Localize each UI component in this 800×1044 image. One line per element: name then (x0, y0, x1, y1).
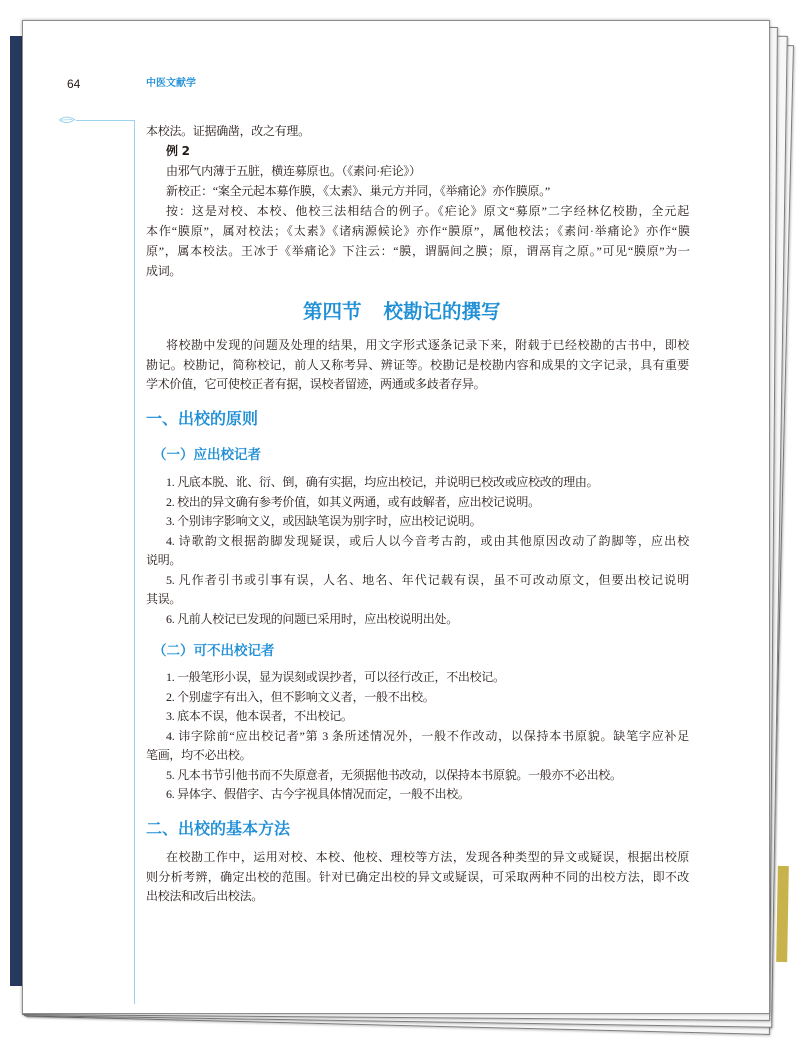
text-line: 1. 凡底本脱、讹、衍、倒，确有实据，均应出校记，并说明已校改或应校改的理由。 (166, 475, 599, 490)
list-item (146, 688, 689, 708)
methods-paragraph (146, 848, 689, 907)
list-item (146, 610, 689, 630)
text-line: 本校法。证据确凿，改之有理。 (146, 124, 310, 138)
text-line: 出校法和改后出校法。 (146, 889, 264, 904)
group-heading: （二）可不出校记者 (153, 643, 275, 659)
example-collation-note: 新校正：“案全元起本募作膜，《太素》、巢元方并同，《举痛论》亦作膜原。” (166, 184, 550, 198)
page-number: 64 (67, 77, 81, 91)
section-intro (146, 336, 689, 395)
text-line: 勘记。校勘记，简称校记，前人又称考异、辨证等。校勘记是校勘内容和成果的文字记录，具有重要 (146, 357, 689, 372)
section-title: 校勘记的撰写 (383, 300, 501, 323)
margin-rule-vertical (134, 120, 135, 1004)
section-number: 第四节 (303, 300, 362, 323)
text-line: 5. 凡本书节引他书而不失原意者，无须据他书改动，以保持本书原貌。一般亦不必出校。 (166, 767, 622, 782)
not-required-list (146, 668, 689, 805)
text-line: 说明。 (146, 553, 182, 568)
subsection-heading: 二、出校的基本方法 (146, 819, 291, 838)
text-line: 6. 异体字、假借字、古今字视具体情况而定，一般不出校。 (166, 787, 470, 802)
brush-tip-icon (58, 113, 76, 127)
list-item (146, 727, 689, 766)
example-label: 例 2 (166, 144, 190, 158)
text-line: 则分析考辨，确定出校的范围。针对已确定出校的异文或疑误，可采取两种不同的出校方法，即不改 (146, 869, 689, 884)
required-list (146, 473, 689, 629)
list-item (146, 571, 689, 610)
text-line: 4. 讳字除前“应出校记者”第 3 条所述情况外，一般不作改动，以保持本书原貌。缺笔字应补足 (166, 728, 689, 743)
text-line: 本作“膜原”，属对校法；《太素》《诸病源候论》亦作“膜原”，属他校法；《素问·举痛论》亦作“膜 (146, 224, 689, 238)
text-line: 成词。 (146, 264, 182, 278)
example-source-text: 由邪气内薄于五脏，横连募原也。（《素问·疟论》） (166, 164, 421, 178)
page-tab-marker (776, 866, 789, 962)
text-line: 3. 个别讳字影响文义，或因缺笔误为别字时，应出校记说明。 (166, 514, 482, 529)
text-line: 将校勘中发现的问题及处理的结果，用文字形式逐条记录下来，附载于已经校勘的古书中，即校 (166, 338, 689, 353)
list-item (146, 493, 689, 513)
text-line: 2. 个别虚字有出入，但不影响文义者，一般不出校。 (166, 689, 435, 704)
list-item (146, 707, 689, 727)
text-line: 笔画，均不必出校。 (146, 748, 252, 763)
subsection-heading: 一、出校的原则 (146, 409, 259, 428)
text-line: 3. 底本不误，他本误者，不出校记。 (166, 709, 353, 724)
section-heading (303, 300, 501, 324)
list-item (146, 766, 689, 786)
group-heading: （一）应出校记者 (153, 447, 261, 463)
text-line: 5. 凡作者引书或引事有误，人名、地名、年代记载有误，虽不可改动原文，但要出校记说明 (166, 572, 689, 587)
text-line: 2. 校出的异文确有参考价值，如其义两通，或有歧解者，应出校记说明。 (166, 494, 540, 509)
text-line: 在校勘工作中，运用对校、本校、他校、理校等方法，发现各种类型的异文或疑误，根据出校原 (166, 850, 689, 865)
margin-rule-horizontal (76, 120, 134, 121)
list-item (146, 512, 689, 532)
text-line: 1. 一般笔形小误，显为误刻或误抄者，可以径行改正，不出校记。 (166, 670, 505, 685)
list-item (146, 668, 689, 688)
text-line: 按：这是对校、本校、他校三法相结合的例子。《疟论》原文“募原”二字经林亿校勘，全元起 (166, 204, 689, 218)
text-line: 其误。 (146, 592, 182, 607)
text-line: 4. 诗歌韵文根据韵脚发现疑误，或后人以今音考古韵，或由其他原因改动了韵脚等，应出校 (166, 533, 689, 548)
book-page (22, 20, 770, 1014)
example-block (146, 121, 689, 281)
text-line: 6. 凡前人校记已发现的问题已采用时，应出校说明出处。 (166, 611, 458, 626)
text-line: 原”，属本校法。王冰于《举痛论》下注云：“膜，谓膈间之膜；原，谓鬲肓之原。”可见“膜原”为一 (146, 244, 689, 258)
text-line: 学术价值，它可使校正者有据，误校者留迹，两通或多歧者存异。 (146, 377, 486, 392)
running-head: 中医文献学 (146, 78, 196, 89)
list-item (146, 473, 689, 493)
list-item (146, 532, 689, 571)
list-item (146, 785, 689, 805)
